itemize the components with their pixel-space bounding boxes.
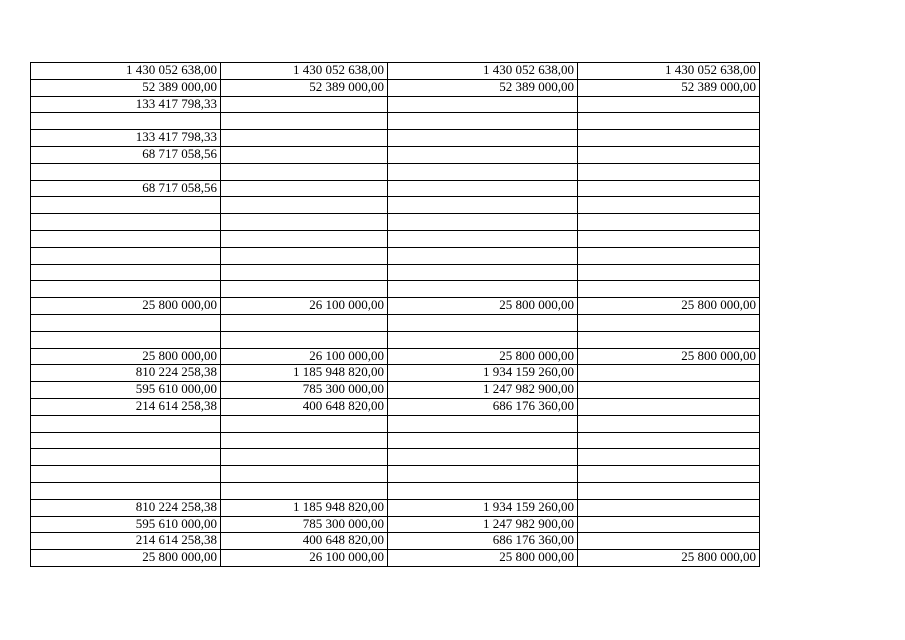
table-row bbox=[31, 96, 760, 113]
table-row bbox=[31, 264, 760, 281]
table-cell: 25 800 000,00 bbox=[388, 298, 578, 315]
table-cell bbox=[221, 432, 388, 449]
table-cell bbox=[578, 96, 760, 113]
table-cell bbox=[388, 96, 578, 113]
table-cell: 25 800 000,00 bbox=[578, 298, 760, 315]
table-cell bbox=[221, 96, 388, 113]
table-cell bbox=[221, 247, 388, 264]
table-cell bbox=[31, 449, 221, 466]
table-cell bbox=[578, 230, 760, 247]
table-row bbox=[31, 79, 760, 96]
table-cell: 1 185 948 820,00 bbox=[221, 365, 388, 382]
table-cell: 1 185 948 820,00 bbox=[221, 499, 388, 516]
table-row bbox=[31, 130, 760, 147]
table-cell bbox=[388, 432, 578, 449]
table-cell: 1 430 052 638,00 bbox=[578, 63, 760, 80]
table-row bbox=[31, 466, 760, 483]
table-cell bbox=[578, 146, 760, 163]
table-row bbox=[31, 163, 760, 180]
table-cell bbox=[221, 449, 388, 466]
table-row bbox=[31, 214, 760, 231]
table-cell: 214 614 258,38 bbox=[31, 533, 221, 550]
table-cell bbox=[221, 163, 388, 180]
table-cell bbox=[388, 130, 578, 147]
table-cell bbox=[221, 314, 388, 331]
table-row bbox=[31, 499, 760, 516]
table-cell bbox=[578, 533, 760, 550]
table-cell bbox=[31, 331, 221, 348]
table-cell bbox=[388, 281, 578, 298]
table-cell bbox=[578, 264, 760, 281]
table-cell bbox=[221, 197, 388, 214]
table-cell: 25 800 000,00 bbox=[31, 348, 221, 365]
table-cell bbox=[31, 281, 221, 298]
table-cell bbox=[578, 466, 760, 483]
table-cell bbox=[221, 264, 388, 281]
table-cell bbox=[388, 466, 578, 483]
table-cell: 1 430 052 638,00 bbox=[388, 63, 578, 80]
table-cell bbox=[388, 180, 578, 197]
table-row bbox=[31, 180, 760, 197]
financial-figures-table bbox=[30, 62, 760, 567]
table-row bbox=[31, 281, 760, 298]
table-cell bbox=[578, 398, 760, 415]
table-cell: 595 610 000,00 bbox=[31, 516, 221, 533]
table-cell: 686 176 360,00 bbox=[388, 533, 578, 550]
table-cell: 400 648 820,00 bbox=[221, 533, 388, 550]
table-cell bbox=[31, 197, 221, 214]
table-cell bbox=[31, 113, 221, 130]
table-cell bbox=[578, 214, 760, 231]
table-cell bbox=[388, 247, 578, 264]
table-cell: 52 389 000,00 bbox=[221, 79, 388, 96]
table-row bbox=[31, 365, 760, 382]
table-cell: 214 614 258,38 bbox=[31, 398, 221, 415]
table-cell: 810 224 258,38 bbox=[31, 499, 221, 516]
table-cell: 25 800 000,00 bbox=[388, 550, 578, 567]
table-cell bbox=[578, 247, 760, 264]
table-cell bbox=[388, 230, 578, 247]
table-cell bbox=[221, 230, 388, 247]
table-cell: 26 100 000,00 bbox=[221, 298, 388, 315]
table-cell: 26 100 000,00 bbox=[221, 550, 388, 567]
table-cell bbox=[388, 415, 578, 432]
table-cell bbox=[388, 264, 578, 281]
table-row bbox=[31, 382, 760, 399]
table-cell: 133 417 798,33 bbox=[31, 96, 221, 113]
table-cell: 68 717 058,56 bbox=[31, 146, 221, 163]
table-cell bbox=[221, 130, 388, 147]
table-row bbox=[31, 146, 760, 163]
table-cell bbox=[31, 466, 221, 483]
table-row bbox=[31, 533, 760, 550]
table-cell bbox=[388, 314, 578, 331]
table-cell bbox=[221, 466, 388, 483]
table-row bbox=[31, 113, 760, 130]
table-cell bbox=[221, 113, 388, 130]
table-cell bbox=[578, 314, 760, 331]
table-row bbox=[31, 550, 760, 567]
table-cell bbox=[578, 163, 760, 180]
table-cell bbox=[221, 482, 388, 499]
table-cell bbox=[578, 281, 760, 298]
table-cell bbox=[388, 197, 578, 214]
table-cell: 1 247 982 900,00 bbox=[388, 516, 578, 533]
table-cell bbox=[578, 382, 760, 399]
table-cell bbox=[31, 432, 221, 449]
table-cell bbox=[31, 482, 221, 499]
table-cell: 52 389 000,00 bbox=[388, 79, 578, 96]
table-row bbox=[31, 197, 760, 214]
table-cell: 1 430 052 638,00 bbox=[31, 63, 221, 80]
table-cell bbox=[221, 180, 388, 197]
table-cell bbox=[31, 264, 221, 281]
table-row bbox=[31, 331, 760, 348]
table-cell bbox=[578, 449, 760, 466]
table-cell bbox=[578, 331, 760, 348]
table-cell bbox=[578, 365, 760, 382]
table-cell bbox=[578, 130, 760, 147]
table-cell bbox=[578, 516, 760, 533]
table-cell bbox=[388, 331, 578, 348]
table-cell: 25 800 000,00 bbox=[31, 298, 221, 315]
table-cell bbox=[388, 146, 578, 163]
table-cell: 68 717 058,56 bbox=[31, 180, 221, 197]
table-cell: 25 800 000,00 bbox=[578, 348, 760, 365]
table-cell bbox=[578, 197, 760, 214]
table-cell bbox=[221, 331, 388, 348]
table-row bbox=[31, 449, 760, 466]
table-row bbox=[31, 298, 760, 315]
table-cell: 1 934 159 260,00 bbox=[388, 365, 578, 382]
table-cell bbox=[388, 449, 578, 466]
table-cell: 25 800 000,00 bbox=[578, 550, 760, 567]
table-cell bbox=[388, 113, 578, 130]
table-cell: 25 800 000,00 bbox=[31, 550, 221, 567]
table-row bbox=[31, 247, 760, 264]
table-cell: 1 430 052 638,00 bbox=[221, 63, 388, 80]
table-cell: 595 610 000,00 bbox=[31, 382, 221, 399]
table-cell bbox=[388, 214, 578, 231]
table-row bbox=[31, 63, 760, 80]
table-cell: 1 934 159 260,00 bbox=[388, 499, 578, 516]
table-cell bbox=[578, 499, 760, 516]
table-body bbox=[31, 63, 760, 567]
table-cell bbox=[221, 415, 388, 432]
table-cell: 686 176 360,00 bbox=[388, 398, 578, 415]
table-cell: 133 417 798,33 bbox=[31, 130, 221, 147]
table-cell bbox=[578, 482, 760, 499]
table-row bbox=[31, 482, 760, 499]
table-cell bbox=[578, 180, 760, 197]
table-cell: 400 648 820,00 bbox=[221, 398, 388, 415]
table-cell: 1 247 982 900,00 bbox=[388, 382, 578, 399]
table-cell bbox=[578, 432, 760, 449]
table-cell bbox=[388, 163, 578, 180]
table-cell bbox=[31, 314, 221, 331]
table-cell bbox=[388, 482, 578, 499]
table-row bbox=[31, 432, 760, 449]
table-row bbox=[31, 230, 760, 247]
table-cell bbox=[31, 230, 221, 247]
table-cell bbox=[221, 146, 388, 163]
table-cell: 26 100 000,00 bbox=[221, 348, 388, 365]
table-cell: 785 300 000,00 bbox=[221, 516, 388, 533]
table-cell bbox=[221, 281, 388, 298]
table-cell: 25 800 000,00 bbox=[388, 348, 578, 365]
table-row bbox=[31, 516, 760, 533]
table-cell bbox=[221, 214, 388, 231]
table-cell bbox=[31, 415, 221, 432]
table-cell: 52 389 000,00 bbox=[31, 79, 221, 96]
table-cell: 785 300 000,00 bbox=[221, 382, 388, 399]
table-cell bbox=[578, 415, 760, 432]
table-cell: 52 389 000,00 bbox=[578, 79, 760, 96]
table-cell: 810 224 258,38 bbox=[31, 365, 221, 382]
table-row bbox=[31, 398, 760, 415]
table-row bbox=[31, 314, 760, 331]
table-cell bbox=[31, 163, 221, 180]
table-row bbox=[31, 348, 760, 365]
table-row bbox=[31, 415, 760, 432]
table-cell bbox=[578, 113, 760, 130]
table-cell bbox=[31, 247, 221, 264]
table-cell bbox=[31, 214, 221, 231]
